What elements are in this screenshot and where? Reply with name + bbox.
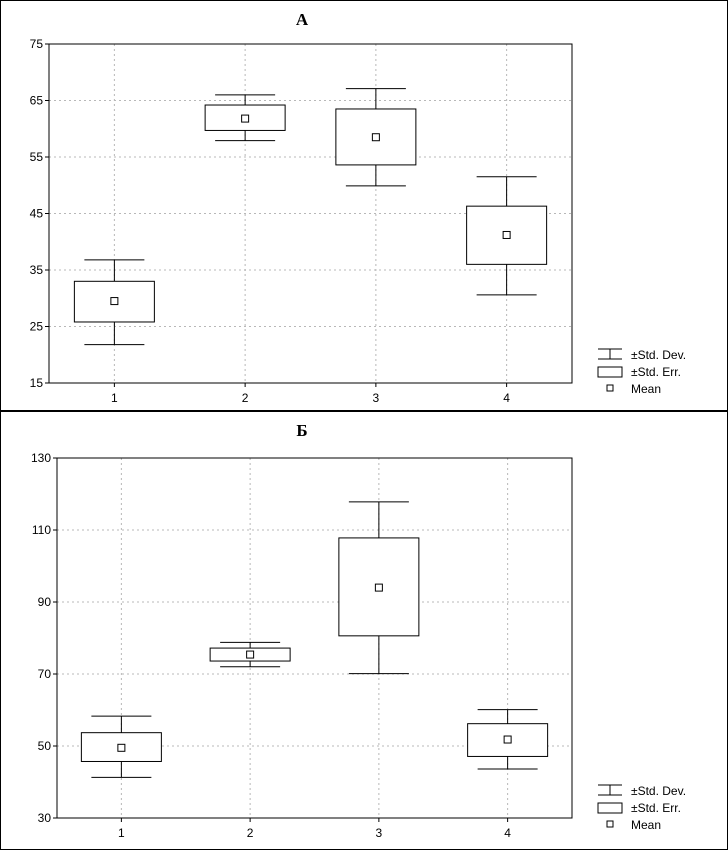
- legend-mean-label: Mean: [631, 818, 662, 832]
- chart-b-svg: [1, 412, 727, 849]
- legend-mean-label: Mean: [631, 382, 662, 396]
- chart-a-box-2: [205, 95, 285, 141]
- chart-a-ytick-label: 35: [29, 263, 43, 277]
- chart-b-ytick-label: 130: [30, 451, 51, 465]
- chart-panel-b: [0, 411, 728, 850]
- legend-std-err-label: ±Std. Err.: [631, 801, 681, 815]
- chart-b-xtick-label: 2: [246, 826, 254, 840]
- chart-a-xtick-label: 3: [372, 391, 380, 405]
- mean-marker: [372, 134, 379, 141]
- chart-a-title: A: [295, 10, 309, 29]
- chart-a-ytick-label: 65: [29, 93, 43, 108]
- mean-marker: [504, 736, 511, 743]
- chart-a-xtick-label: 4: [503, 391, 510, 405]
- chart-a-box-3: [336, 89, 416, 186]
- chart-b-plot-frame: [57, 458, 572, 818]
- chart-a-ytick-label: 25: [29, 319, 43, 334]
- chart-a-xtick-label: 2: [241, 391, 249, 405]
- chart-panel-a: [0, 0, 728, 411]
- chart-b-ytick-label: 90: [37, 595, 51, 609]
- chart-b-ytick-label: 30: [37, 811, 51, 825]
- chart-b-box-2: [210, 642, 290, 666]
- legend-std-dev-label: ±Std. Dev.: [631, 348, 687, 362]
- mean-marker: [503, 231, 510, 238]
- mean-marker: [111, 298, 118, 305]
- mean-marker: [375, 584, 382, 591]
- chart-b-box-3: [339, 502, 419, 674]
- mean-marker: [247, 651, 254, 658]
- chart-b-ytick-label: 50: [37, 739, 51, 753]
- mean-marker: [242, 115, 249, 122]
- legend-std-err-icon: [598, 803, 622, 813]
- chart-a-ytick-label: 55: [29, 150, 43, 164]
- chart-a-box-1: [74, 260, 154, 345]
- legend-std-dev-label: ±Std. Dev.: [631, 784, 687, 798]
- chart-b-title: Б: [296, 421, 308, 440]
- chart-b-legend: [598, 784, 686, 832]
- chart-b-ytick-label: 110: [31, 523, 51, 537]
- chart-a-xtick-label: 1: [111, 391, 118, 405]
- mean-marker: [118, 744, 125, 751]
- chart-b-ytick-label: 70: [37, 667, 51, 681]
- legend-std-err-label: ±Std. Err.: [631, 365, 681, 379]
- chart-b-xtick-label: 3: [375, 826, 383, 840]
- legend-std-err-icon: [598, 367, 622, 377]
- chart-a-legend: [598, 348, 686, 396]
- legend-mean-icon: [607, 821, 613, 827]
- chart-a-ytick-label: 45: [29, 206, 43, 221]
- chart-a-ytick-label: 75: [29, 37, 43, 51]
- legend-mean-icon: [607, 385, 613, 391]
- chart-b-xtick-label: 4: [504, 826, 511, 840]
- chart-b-box-4: [468, 710, 548, 769]
- chart-b-box-1: [81, 716, 161, 777]
- chart-a-svg: [1, 1, 727, 410]
- chart-a-ytick-label: 15: [29, 376, 43, 390]
- chart-a-box-4: [467, 177, 547, 295]
- chart-b-xtick-label: 1: [118, 826, 125, 840]
